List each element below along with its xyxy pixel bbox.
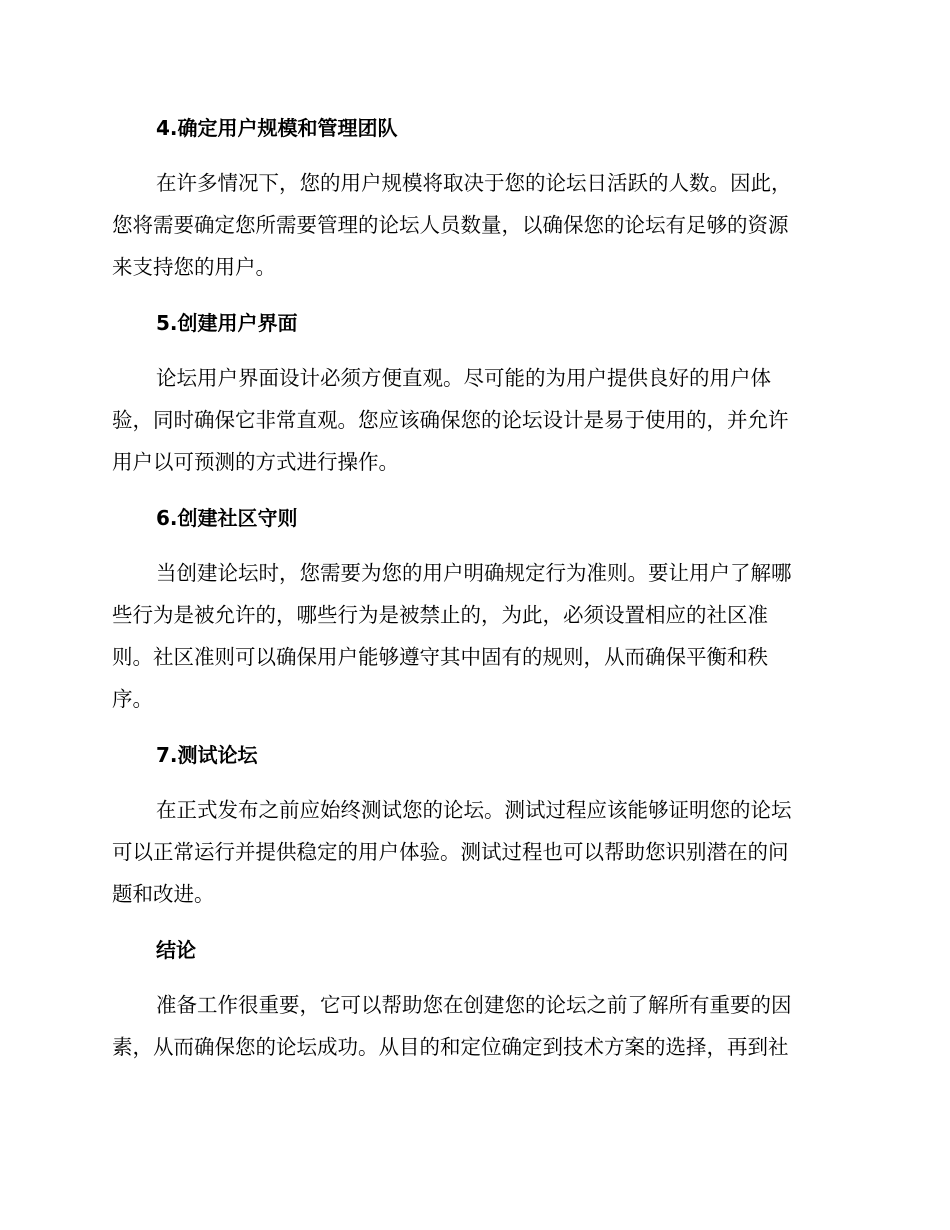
section-paragraph: 在许多情况下，您的用户规模将取决于您的论坛日活跃的人数。因此， 您将需要确定您所需要管理的论坛人员数量，以确保您的论坛有足够的资源 来支持您的用户。 (112, 171, 792, 279)
section-heading: 4.确定用户规模和管理团队 (156, 116, 398, 140)
section-heading: 7.测试论坛 (156, 743, 258, 767)
document-body (112, 108, 832, 1068)
section-community-rules (112, 498, 832, 720)
section-paragraph: 准备工作很重要，它可以帮助您在创建您的论坛之前了解所有重要的因 素，从而确保您的论坛成功。从目的和定位确定到技术方案的选择，再到社 (112, 993, 792, 1059)
section-paragraph: 论坛用户界面设计必须方便直观。尽可能的为用户提供良好的用户体 验，同时确保它非常直观。您应该确保您的论坛设计是易于使用的，并允许 用户以可预测的方式进行操作。 (112, 366, 789, 474)
section-user-scale (112, 108, 832, 288)
section-heading: 5.创建用户界面 (156, 311, 298, 335)
section-test-forum (112, 735, 832, 915)
section-user-interface (112, 303, 832, 483)
section-paragraph: 当创建论坛时，您需要为您的用户明确规定行为准则。要让用户了解哪 些行为是被允许的，哪些行为是被禁止的，为此，必须设置相应的社区准 则。社区准则可以确保用户能够遵守其中固有的规则，从而确保平衡和秩 序。 (112, 561, 792, 711)
section-conclusion (112, 930, 832, 1068)
section-heading: 结论 (156, 938, 196, 962)
section-paragraph: 在正式发布之前应始终测试您的论坛。测试过程应该能够证明您的论坛 可以正常运行并提供稳定的用户体验。测试过程也可以帮助您识别潜在的问 题和改进。 (112, 798, 792, 906)
section-heading: 6.创建社区守则 (156, 506, 298, 530)
